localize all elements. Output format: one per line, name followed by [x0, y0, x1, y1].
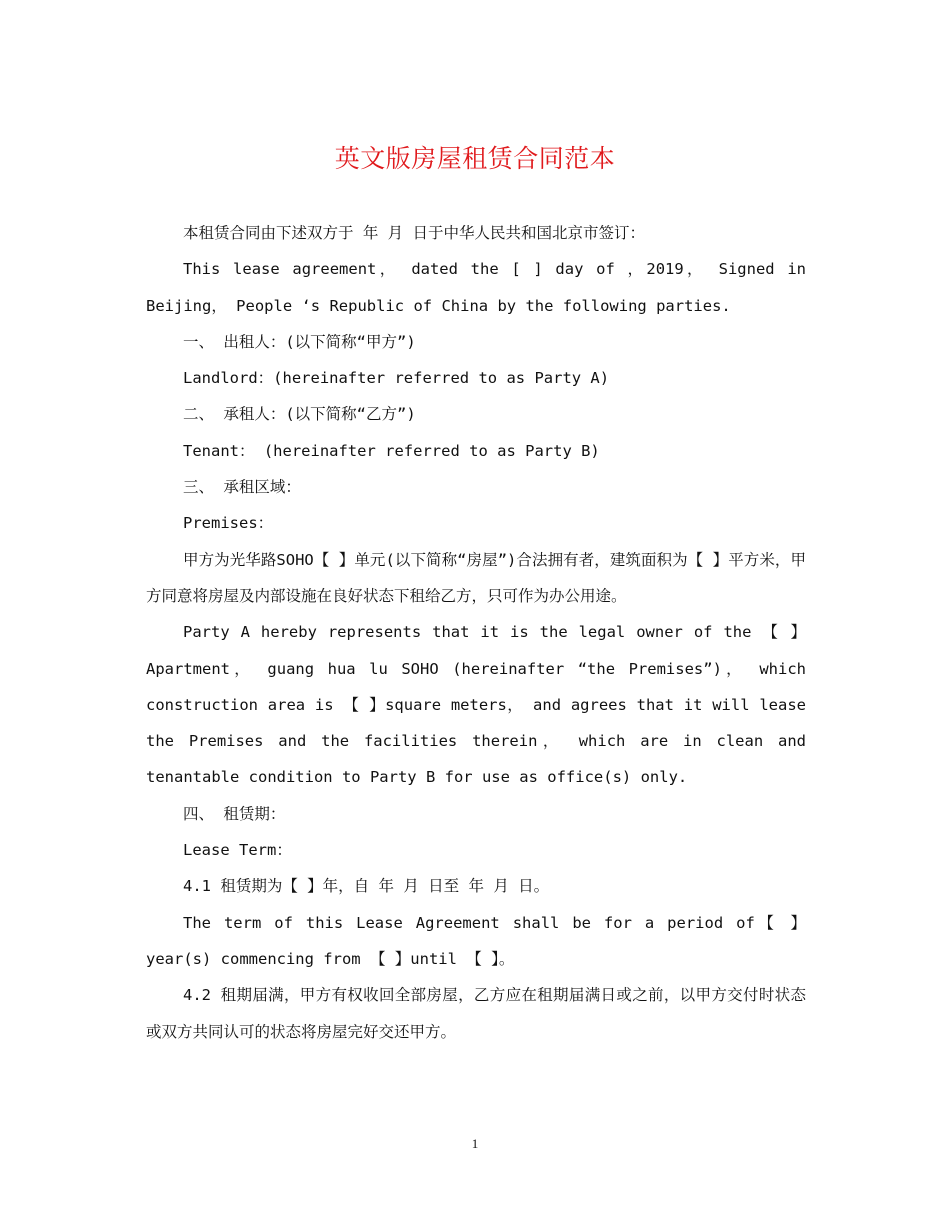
heading-tenant-cn: 二、 承租人：(以下简称“乙方”): [183, 405, 416, 424]
paragraph-signing-en: This lease agreement， dated the [ ] day of ，2019， Signed in Beijing， People ‘s Republic of China by the following parties.: [146, 260, 806, 315]
heading-lease-term-en: Lease Term：: [183, 841, 292, 860]
heading-lease-term-cn: 四、 租赁期：: [183, 804, 286, 823]
clause-4-1-en: The term of this Lease Agreement shall be for a period of【 】year(s) commencing from 【 】until 【 】。: [146, 913, 806, 968]
clause-4-1-cn: 4.1 租赁期为【 】年，自 年 月 日至 年 月 日。: [183, 877, 550, 896]
heading-landlord-cn: 一、 出租人：(以下简称“甲方”): [183, 332, 416, 351]
page-number: 1: [471, 1136, 479, 1151]
clause-4-2-cn: 4.2 租期届满，甲方有权收回全部房屋，乙方应在租期届满日或之前，以甲方交付时状态或双方共同认可的状态将房屋完好交还甲方。: [146, 986, 806, 1041]
paragraph-premises-en: Party A hereby represents that it is the legal owner of the 【 】Apartment， guang hua lu SOHO (hereinafter “the Premises”)， which construction area is 【 】square meters， and agrees that it will lease the Premises and the facilities therein， which are in clean and tenantable condition to Party B for use as office(s) only.: [146, 623, 806, 787]
heading-premises-en: Premises：: [183, 514, 274, 533]
document-body: [146, 215, 806, 1050]
document-title: 英文版房屋租赁合同范本: [334, 144, 616, 173]
heading-premises-cn: 三、 承租区域：: [183, 478, 301, 497]
paragraph-premises-cn: 甲方为光华路SOHO【 】单元(以下简称“房屋”)合法拥有者，建筑面积为【 】平方米，甲方同意将房屋及内部设施在良好状态下租给乙方，只可作为办公用途。: [146, 550, 806, 605]
heading-tenant-en: Tenant： (hereinafter referred to as Party B): [183, 441, 600, 460]
heading-landlord-en: Landlord：(hereinafter referred to as Party A): [183, 369, 610, 388]
paragraph-signing-cn: 本租赁合同由下述双方于 年 月 日于中华人民共和国北京市签订：: [183, 224, 645, 242]
